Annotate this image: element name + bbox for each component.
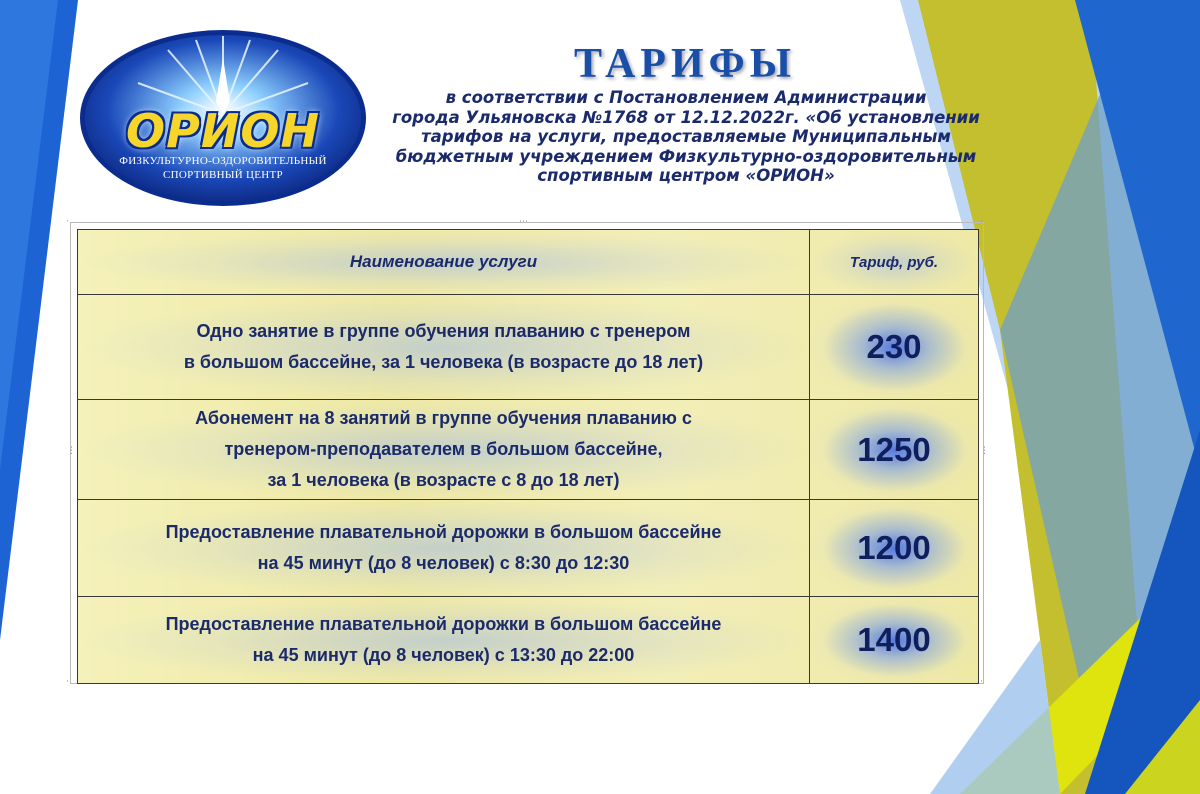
- logo-brand-text: ОРИОН: [126, 104, 320, 158]
- price-cell: 1200: [810, 500, 979, 597]
- page-subtitle: [372, 88, 1000, 186]
- table-row: [78, 295, 979, 400]
- resize-handle-left[interactable]: ⋮: [67, 446, 76, 456]
- service-line: Предоставление плавательной дорожки в большом бассейне: [165, 614, 722, 634]
- tariffs-table: [77, 229, 979, 684]
- column-header-price: Тариф, руб.: [810, 230, 979, 295]
- service-line: Предоставление плавательной дорожки в большом бассейне: [165, 522, 722, 542]
- table-row: [78, 500, 979, 597]
- resize-handle-corner[interactable]: ·: [66, 217, 69, 227]
- resize-handle-corner[interactable]: ·: [980, 217, 983, 227]
- price-cell: 1400: [810, 597, 979, 684]
- subtitle-line: спортивным центром «ОРИОН»: [537, 166, 835, 185]
- resize-handle-corner[interactable]: ·: [66, 677, 69, 687]
- subtitle-line: тарифов на услуги, предоставляемые Муниципальным: [421, 127, 951, 146]
- price-cell: 230: [810, 295, 979, 400]
- resize-handle-corner[interactable]: ·: [980, 677, 983, 687]
- logo-subtitle-line: СПОРТИВНЫЙ ЦЕНТР: [163, 169, 283, 181]
- subtitle-line: города Ульяновска №1768 от 12.12.2022г. «Об установлении: [392, 107, 980, 127]
- logo-subtitle-line: ФИЗКУЛЬТУРНО-ОЗДОРОВИТЕЛЬНЫЙ: [119, 155, 327, 167]
- service-line: на 45 минут (до 8 человек) с 13:30 до 22:00: [252, 645, 635, 665]
- service-name-cell: [78, 597, 810, 684]
- subtitle-line: в соответствии с Постановлением Администрации: [445, 88, 927, 107]
- page-title: ТАРИФЫ: [574, 41, 796, 87]
- service-line: на 45 минут (до 8 человек) с 8:30 до 12:30: [257, 553, 630, 573]
- table-row: [78, 400, 979, 500]
- service-name-cell: [78, 400, 810, 500]
- resize-handle-top[interactable]: ⋯: [519, 217, 528, 227]
- price-cell: 1250: [810, 400, 979, 500]
- service-line: тренером-преподавателем в большом бассейне,: [224, 439, 663, 459]
- resize-handle-right[interactable]: ⋮: [980, 446, 989, 456]
- orion-logo: [78, 28, 368, 208]
- service-name-cell: [78, 295, 810, 400]
- table-row: [78, 597, 979, 684]
- service-name-cell: [78, 500, 810, 597]
- service-line: Абонемент на 8 занятий в группе обучения плаванию с: [195, 408, 692, 428]
- subtitle-line: бюджетным учреждением Физкультурно-оздоровительным: [395, 146, 977, 166]
- service-line: в большом бассейне, за 1 человека (в возрасте до 18 лет): [183, 352, 704, 372]
- table-header-row: [78, 230, 979, 295]
- service-line: за 1 человека (в возрасте с 8 до 18 лет): [267, 470, 620, 490]
- column-header-service: Наименование услуги: [78, 230, 810, 295]
- service-line: Одно занятие в группе обучения плаванию с тренером: [196, 321, 691, 341]
